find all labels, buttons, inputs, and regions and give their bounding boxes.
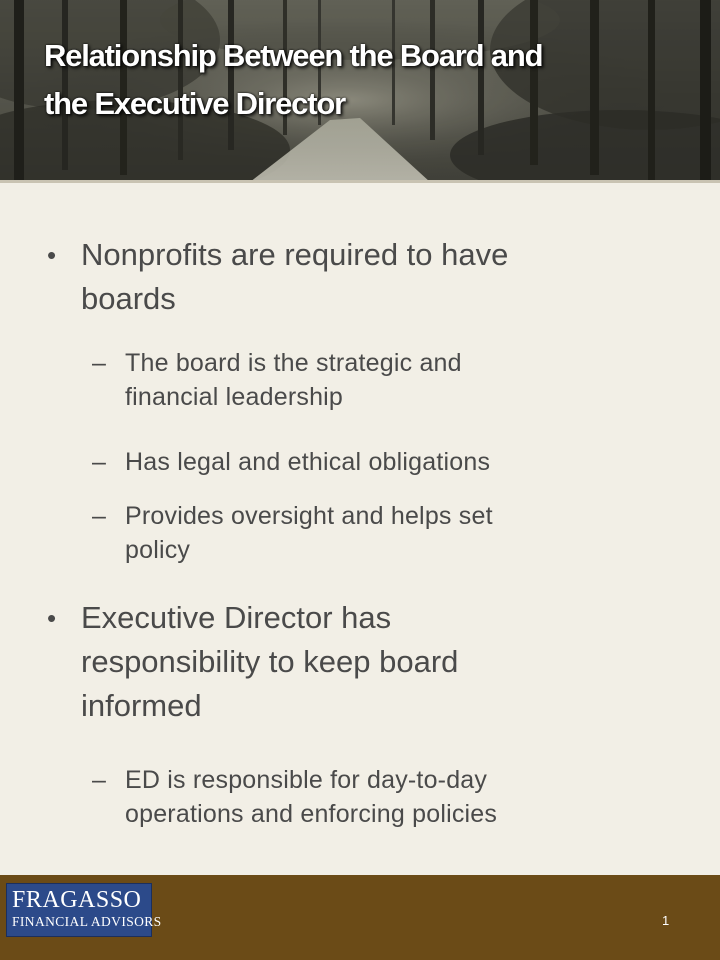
slide-title xyxy=(44,32,694,128)
slide-title-line-1: Relationship Between the Board and xyxy=(44,38,543,73)
sub-bullet-1-3 xyxy=(92,499,685,567)
bullet-dot-icon: • xyxy=(47,603,57,633)
sub-bullet-1-2-line-1: Has legal and ethical obligations xyxy=(125,448,491,476)
fragasso-logo xyxy=(6,883,162,937)
slide-title-line-2: the Executive Director xyxy=(44,86,345,121)
bullet-1-line-2: boards xyxy=(81,281,176,316)
logo-wordmark-line-1: FRAGASSO xyxy=(12,887,142,913)
dash-icon: – xyxy=(92,448,107,476)
bullet-2-line-2: responsibility to keep board xyxy=(81,644,459,679)
sub-bullet-1-3-line-1: Provides oversight and helps set xyxy=(125,502,493,530)
sub-bullet-1-1-line-1: The board is the strategic and xyxy=(125,349,462,377)
bullet-1-line-1: Nonprofits are required to have xyxy=(81,237,509,272)
sub-bullet-2-1-line-2: operations and enforcing policies xyxy=(125,800,498,828)
sub-bullet-1-3-line-2: policy xyxy=(125,536,191,564)
sub-bullet-1-1-line-2: financial leadership xyxy=(125,383,344,411)
sub-bullet-2-1 xyxy=(92,763,685,831)
dash-icon: – xyxy=(92,502,107,530)
dash-icon: – xyxy=(92,766,107,794)
bullet-2-line-1: Executive Director has xyxy=(81,600,392,635)
slide-body xyxy=(0,183,720,875)
sub-bullet-1-2 xyxy=(92,445,685,479)
bullet-2 xyxy=(47,596,681,728)
dash-icon: – xyxy=(92,349,107,377)
logo-wordmark-line-2: FINANCIAL ADVISORS xyxy=(12,914,162,929)
bullet-2-line-3: informed xyxy=(81,688,202,723)
sub-bullet-1-1 xyxy=(92,346,685,414)
bullet-dot-icon: • xyxy=(47,240,57,270)
header-forest-photo xyxy=(0,0,720,182)
footer-bar xyxy=(0,875,720,960)
page-number: 1 xyxy=(662,913,670,928)
bullet-1 xyxy=(47,233,681,321)
sub-bullet-2-1-line-1: ED is responsible for day-to-day xyxy=(125,766,488,794)
